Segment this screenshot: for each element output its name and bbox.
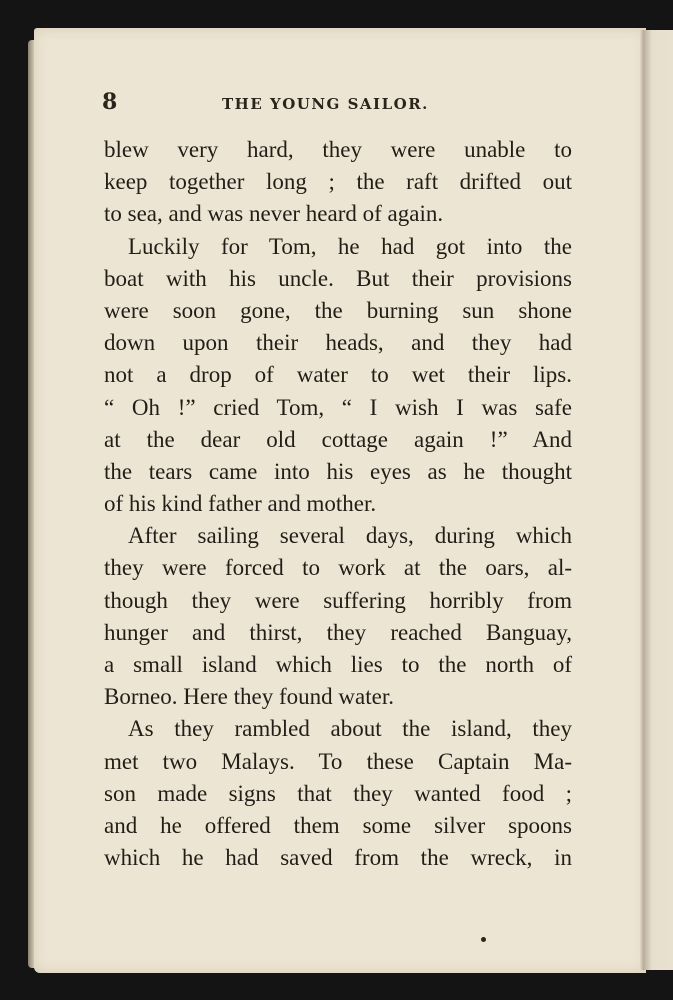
text-line: not a drop of water to wet their lips. bbox=[104, 362, 572, 388]
text-line: down upon their heads, and they had bbox=[104, 330, 572, 356]
body-text bbox=[104, 134, 572, 874]
page-number: 8 bbox=[102, 89, 118, 115]
text-line: were soon gone, the burning sun shone bbox=[104, 297, 572, 323]
text-line: which he had saved from the wreck, in bbox=[104, 845, 572, 871]
text-line: at the dear old cottage again !” And bbox=[104, 426, 572, 452]
ink-speck bbox=[481, 937, 486, 942]
text-line: keep together long ; the raft drifted out bbox=[104, 169, 572, 195]
text-line: they were forced to work at the oars, al- bbox=[104, 555, 572, 581]
text-line: of his kind father and mother. bbox=[104, 491, 377, 517]
text-line: to sea, and was never heard of again. bbox=[104, 201, 444, 227]
text-line: met two Malays. To these Captain Ma- bbox=[104, 748, 572, 774]
text-line: “ Oh !” cried Tom, “ I wish I was safe bbox=[104, 394, 572, 420]
text-line: As they rambled about the island, they bbox=[128, 716, 572, 742]
running-title: THE YOUNG SAILOR. bbox=[222, 95, 429, 113]
text-line: though they were suffering horribly from bbox=[104, 587, 572, 613]
text-line: boat with his uncle. But their provisions bbox=[104, 265, 572, 291]
text-line: son made signs that they wanted food ; bbox=[104, 780, 572, 806]
text-line: Borneo. Here they found water. bbox=[104, 684, 394, 710]
text-line: Luckily for Tom, he had got into the bbox=[128, 233, 572, 259]
text-line: blew very hard, they were unable to bbox=[104, 137, 572, 162]
page-header bbox=[102, 86, 572, 118]
text-line: After sailing several days, during which bbox=[128, 523, 572, 549]
text-line: a small island which lies to the north of bbox=[104, 652, 572, 677]
text-line: hunger and thirst, they reached Banguay, bbox=[104, 619, 572, 645]
facing-page-edge bbox=[643, 30, 673, 970]
text-line: the tears came into his eyes as he thought bbox=[104, 458, 572, 484]
text-line: and he offered them some silver spoons bbox=[104, 812, 572, 838]
